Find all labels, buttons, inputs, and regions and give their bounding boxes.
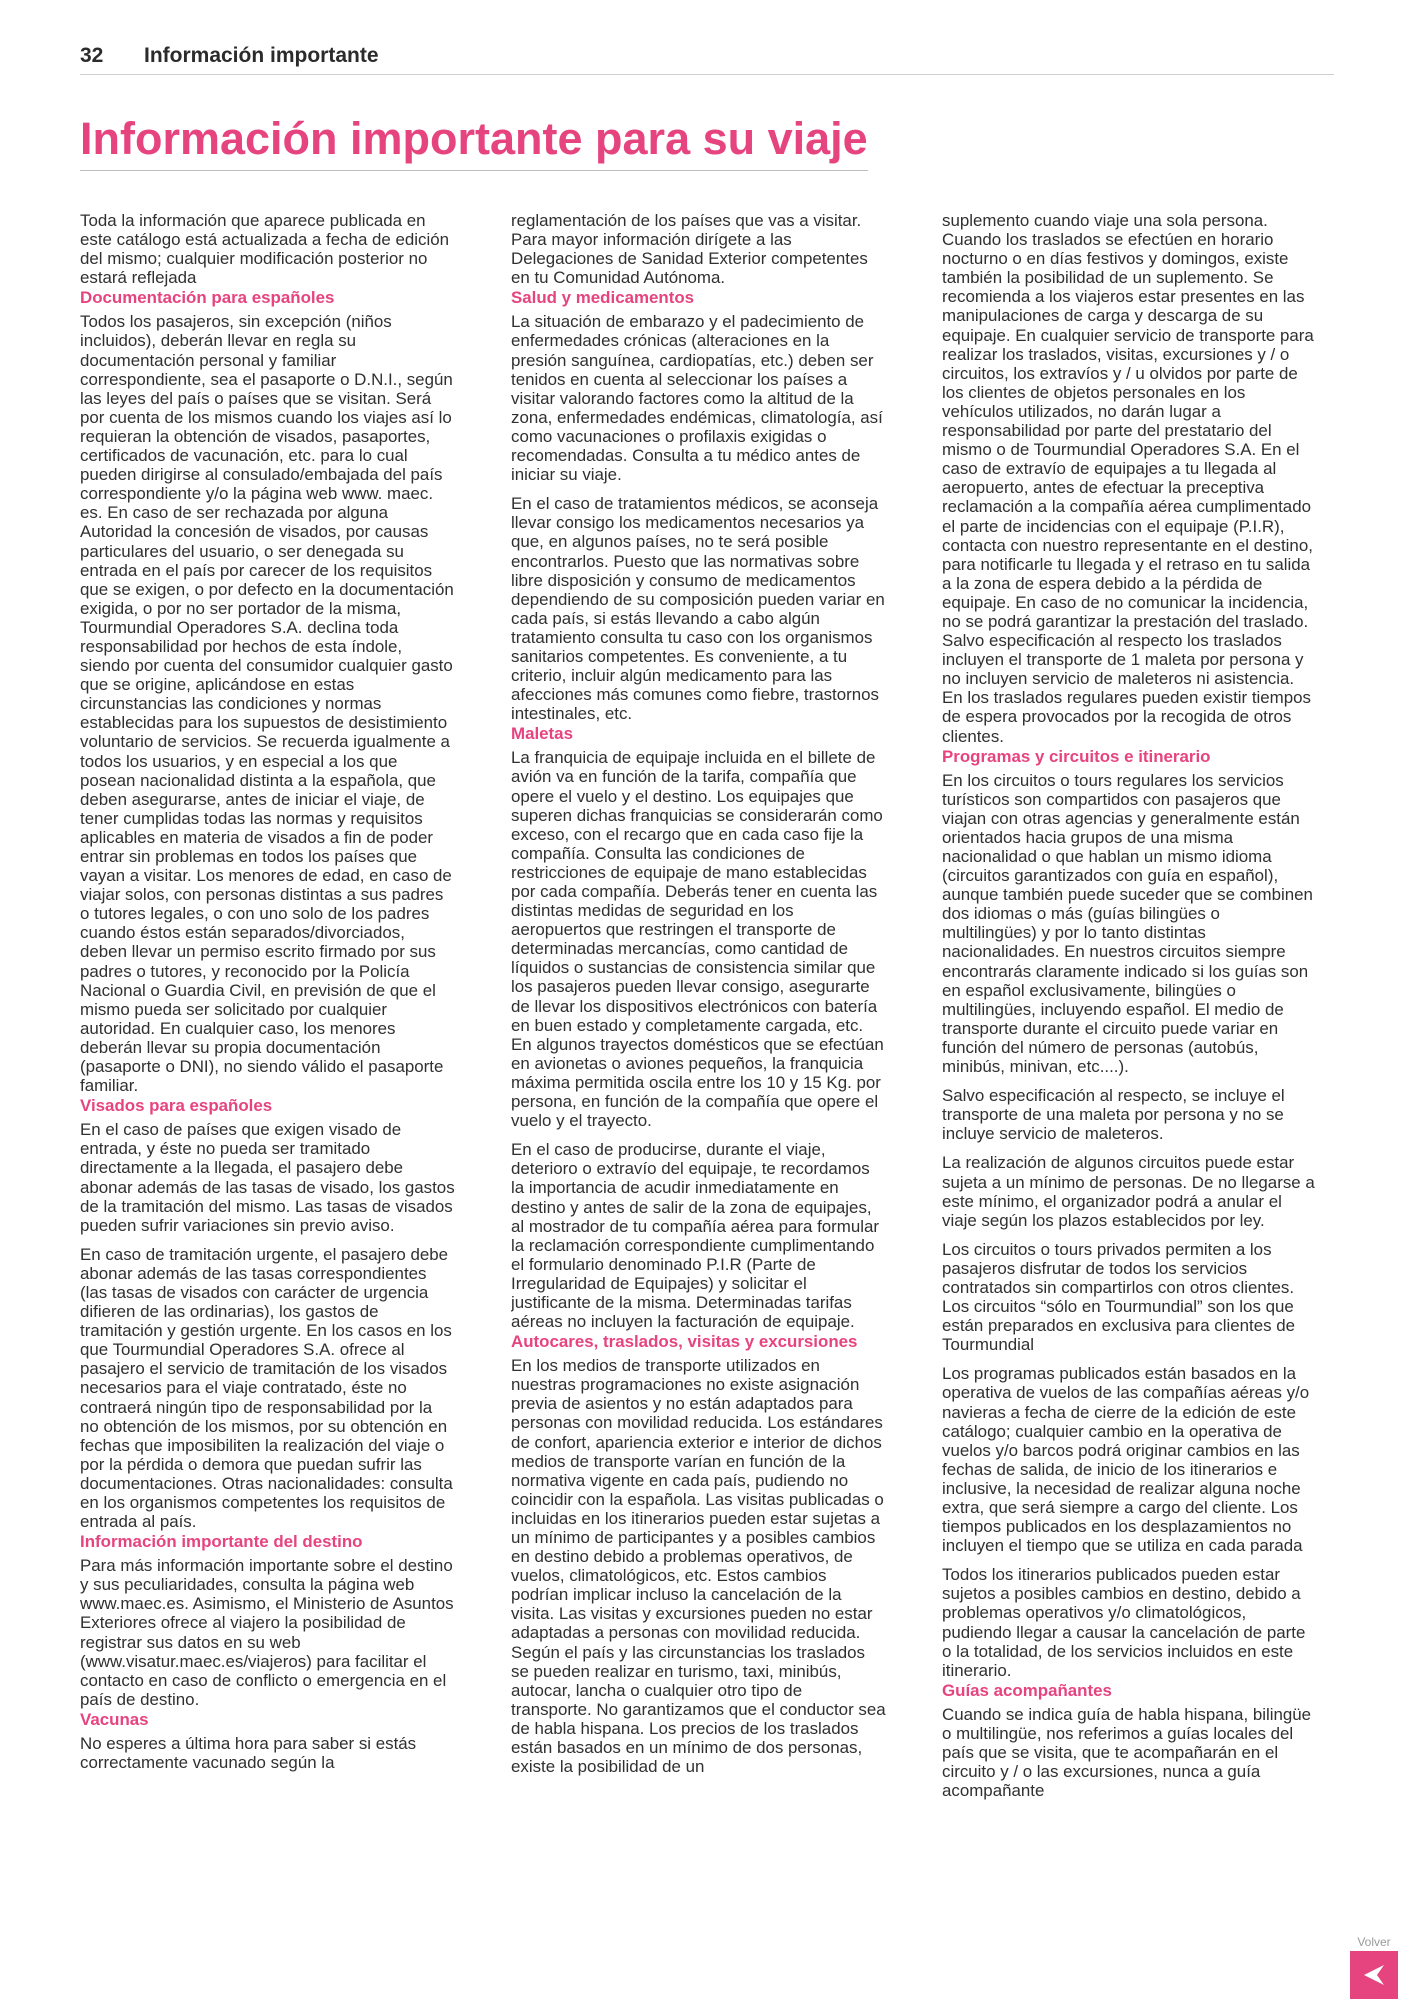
paragraph: La franquicia de equipaje incluida en el billete de avión va en función de la tarifa, compañía que opere el vuelo y el destino. Los equipajes que superen dichas franquicias se considerarán como exceso, con el recargo que en cada caso fije la compañía. Consulta las condiciones de restricciones de equipaje de mano establecidas por cada compañía. Deberás tener en cuenta las distintas medidas de seguridad en los aeropuertos que restringen el transporte de determinadas mercancías, como cantidad de líquidos o sustancias de consistencia similar que los pasajeros pueden llevar consigo, asegurarte de llevar los dispositivos electrónicos con batería en buen estado y completamente cargada, etc. En algunos trayectos domésticos que se efectúan en avionetas o aviones pequeños, la franquicia máxima permitida oscila entre los 10 y 15 Kg. por persona, en función de la compañía que opere el vuelo y el trayecto. xyxy=(511,748,884,1131)
section-heading: Información importante del destino xyxy=(80,1532,363,1552)
paragraph: En los circuitos o tours regulares los servicios turísticos son compartidos con pasajeros que viajan con otras agencias y generalmente están orientados hacia grupos de una misma nacionalidad o que hablan un mismo idioma (circuitos garantizados con guía en español), aunque también puede suceder que se combinen dos idiomas o más (guías bilingües o multilingües) y por lo tanto distintas nacionalidades. En nuestros circuitos siempre encontrarás claramente indicado si los guías son en español exclusivamente, bilingües o multilingües, incluyendo español. El medio de transporte durante el circuito puede variar en función del número de personas (autobús, minibús, minivan, etc....). xyxy=(942,770,1313,1077)
paragraph: reglamentación de los países que vas a visitar. Para mayor información dirígete a las Delegaciones de Sanidad Exterior competentes en tu Comunidad Autónoma. xyxy=(511,211,868,288)
text-column-3 xyxy=(942,211,1317,1931)
section-heading: Documentación para españoles xyxy=(80,288,335,308)
page-title: Información importante para su viaje xyxy=(80,113,868,164)
paragraph: Para más información importante sobre el destino y sus peculiaridades, consulta la página web www.maec.es. Asimismo, el Ministerio de Asuntos Exteriores ofrece al viajero la posibilidad de registrar sus datos en su web (www.visatur.maec.es/viajeros) para facilitar el contacto en caso de conflicto o emergencia en el país de destino. xyxy=(80,1556,454,1709)
volver-label: Volver xyxy=(1357,1935,1391,1949)
section-heading: Salud y medicamentos xyxy=(511,288,695,308)
volver-button[interactable] xyxy=(1350,1951,1398,1999)
page-title-container xyxy=(80,112,868,171)
arrow-left-icon xyxy=(1362,1963,1386,1987)
paragraph: Todos los pasajeros, sin excepción (niños incluidos), deberán llevar en regla su documentación personal y familiar correspondiente, sea el pasaporte o D.N.I., según las leyes del país o países que se visitan. Será por cuenta de los mismos cuando los viajes así lo requieran la obtención de visados, pasaportes, certificados de vacunación, etc. para lo cual pueden dirigirse al consulado/embajada del país correspondiente y/o la página web www. maec. es. En caso de ser rechazada por alguna Autoridad la concesión de visados, por causas particulares del usuario, o ser denegada su entrada en el país por carecer de los requisitos que se exigen, o por defecto en la documentación exigida, o por no ser portador de la misma, Tourmundial Operadores S.A. declina toda responsabilidad por hechos de esta índole, siendo por cuenta del consumidor cualquier gasto que se origine, aplicándose en estas circunstancias las condiciones y normas establecidas para los supuestos de desistimiento voluntario de servicios. Se recuerda igualmente a todos los usuarios, y en especial a los que posean nacionalidad distinta a la española, que deben asegurarse, antes de iniciar el viaje, de tener cumplidas todas las normas y requisitos aplicables en materia de visados a fin de poder entrar sin problemas en todos los países que vayan a visitar. Los menores de edad, en caso de viajar solos, con personas distintas a sus padres o tutores legales, o con uno solo de los padres cuando éstos están separados/divorciados, deben llevar un permiso escrito firmado por sus padres o tutores, y reconocido por la Policía Nacional o Guardia Civil, en previsión de que el mismo pueda ser solicitado por cualquier autoridad. En cualquier caso, los menores deberán llevar su propia documentación (pasaporte o DNI), no siendo válido el pasaporte familiar. xyxy=(80,312,454,1096)
paragraph: La realización de algunos circuitos puede estar sujeta a un mínimo de personas. De no llegarse a este mínimo, el organizador podrá a anular el viaje según los plazos establecidos por ley. xyxy=(942,1153,1315,1230)
section-heading: Programas y circuitos e itinerario xyxy=(942,746,1211,766)
paragraph: Cuando se indica guía de habla hispana, bilingüe o multilingüe, nos referimos a guías locales del país que se visita, que te acompañarán en el circuito y / o las excursiones, nunca a guía acompañante xyxy=(942,1704,1312,1801)
paragraph: En el caso de países que exigen visado de entrada, y éste no pueda ser tramitado directamente a la llegada, el pasajero debe abonar además de las tasas de visado, los gastos de la tramitación del mismo. Las tasas de visados pueden sufrir variaciones sin previo aviso. xyxy=(80,1120,455,1235)
section-heading: Autocares, traslados, visitas y excursiones xyxy=(511,1332,858,1352)
section-heading: Vacunas xyxy=(80,1709,149,1729)
volver-nav[interactable] xyxy=(1350,1935,1398,1999)
paragraph: Toda la información que aparece publicada en este catálogo está actualizada a fecha de edición del mismo; cualquier modificación posterior no estará reflejada xyxy=(80,211,450,288)
page-header xyxy=(80,44,1334,75)
paragraph: Los circuitos o tours privados permiten a los pasajeros disfrutar de todos los servicios contratados sin compartirlos con otros clientes. Los circuitos “sólo en Tourmundial” son los que están preparados en exclusiva para clientes de Tourmundial xyxy=(942,1239,1296,1355)
paragraph: Salvo especificación al respecto, se incluye el transporte de una maleta por persona y no se incluye servicio de maleteros. xyxy=(942,1086,1285,1144)
section-heading: Guías acompañantes xyxy=(942,1680,1112,1700)
paragraph: suplemento cuando viaje una sola persona. Cuando los traslados se efectúen en horario nocturno o en días festivos y domingos, existe también la posibilidad de un suplemento. Se recomienda a los viajeros estar presentes en las manipulaciones de carga y descarga de su equipaje. En cualquier servicio de transporte para realizar los traslados, visitas, excursiones y / o circuitos, los extravíos y / u olvidos por parte de los clientes de objetos personales en los vehículos utilizados, no darán lugar a responsabilidad por parte del prestatario del mismo o de Tourmundial Operadores S.A. En el caso de extravío de equipajes a tu llegada al aeropuerto, antes de efectuar la preceptiva reclamación a la compañía aérea cumplimentado el parte de incidencias con el equipaje (P.I.R), contacta con nuestro representante en el destino, para notificarle tu llegada y el retraso en tu salida a la zona de espera debido a la pérdida de equipaje. En caso de no comunicar la incidencia, no se podrá garantizar la prestación del traslado. Salvo especificación al respecto los traslados incluyen el transporte de 1 maleta por persona y no incluyen servicio de maleteros ni asistencia. En los traslados regulares pueden existir tiempos de espera provocados por la recogida de otros clientes. xyxy=(942,211,1314,746)
page-number: 32 xyxy=(80,44,104,67)
section-heading: Visados para españoles xyxy=(80,1096,273,1116)
paragraph: En el caso de producirse, durante el viaje, deterioro o extravío del equipaje, te recordamos la importancia de acudir inmediatamente en destino y antes de salir de la zona de equipajes, al mostrador de tu compañía aérea para formular la reclamación correspondiente cumplimentando el formulario denominado P.I.R (Parte de Irregularidad de Equipajes) y solicitar el justificante de la misma. Determinadas tarifas aéreas no incluyen la facturación de equipaje. xyxy=(511,1140,880,1332)
section-title: Información importante xyxy=(144,44,379,67)
paragraph: En los medios de transporte utilizados en nuestras programaciones no existe asignación previa de asientos y no están adaptados para personas con movilidad reducida. Los estándares de confort, apariencia exterior e interior de dichos medios de transporte varían en función de la normativa vigente en cada país, pudiendo no coincidir con la española. Las visitas publicadas o incluidas en los itinerarios pueden estar sujetas a un mínimo de participantes y a posibles cambios en destino debido a problemas operativos, de vuelos, climatológicos, etc. Estos cambios podrían implicar incluso la cancelación de la visita. Las visitas y excursiones pueden no estar adaptadas a personas con movilidad reducida. Según el país y las circunstancias los traslados se pueden realizar en turismo, taxi, minibús, autocar, lancha o cualquier otro tipo de transporte. No garantizamos que el conductor sea de habla hispana. Los precios de los traslados están basados en un mínimo de dos personas, existe la posibilidad de un xyxy=(511,1356,886,1777)
paragraph: Los programas publicados están basados en la operativa de vuelos de las compañías aéreas y/o navieras a fecha de cierre de la edición de este catálogo; cualquier cambio en la operativa de vuelos y/o barcos podrá originar cambios en las fechas de salida, de inicio de los itinerarios e inclusive, la necesidad de realizar alguna noche extra, que será siempre a cargo del cliente. Los tiempos publicados en los desplazamientos no incluyen el tiempo que se utiliza en cada parada xyxy=(942,1364,1310,1556)
paragraph: La situación de embarazo y el padecimiento de enfermedades crónicas (alteraciones en la presión sanguínea, cardiopatías, etc.) deben ser tenidos en cuenta al seleccionar los países a visitar valorando factores como la altitud de la zona, enfermedades endémicas, climatología, así como vacunaciones o profilaxis exigidas o recomendadas. Consulta a tu médico antes de iniciar su viaje. xyxy=(511,312,883,485)
paragraph: En el caso de tratamientos médicos, se aconseja llevar consigo los medicamentos necesarios ya que, en algunos países, no te será posible encontrarlos. Puesto que las normativas sobre libre disposición y consumo de medicamentos dependiendo de su composición pueden variar en cada país, si estás llevando a cabo algún tratamiento consulta tu caso con los organismos sanitarios competentes. Es conveniente, a tu criterio, incluir algún medicamento para las afecciones más comunes como fiebre, trastornos intestinales, etc. xyxy=(511,494,885,724)
text-column-2 xyxy=(511,211,886,1931)
section-heading: Maletas xyxy=(511,724,573,744)
paragraph: No esperes a última hora para saber si estás correctamente vacunado según la xyxy=(80,1733,417,1773)
paragraph: Todos los itinerarios publicados pueden estar sujetos a posibles cambios en destino, debido a problemas operativos y/o climatológicos, pudiendo llegar a causar la cancelación de parte o la totalidad, de los servicios incluidos en este itinerario. xyxy=(942,1565,1306,1680)
text-column-1 xyxy=(80,211,455,1931)
paragraph: En caso de tramitación urgente, el pasajero debe abonar además de las tasas correspondientes (las tasas de visados con carácter de urgencia difieren de las ordinarias), los gastos de tramitación y gestión urgente. En los casos en los que Tourmundial Operadores S.A. ofrece al pasajero el servicio de tramitación de los visados necesarios para el viaje contratado, éste no contraerá ningún tipo de responsabilidad por la no obtención de los mismos, por su obtención en fechas que imposibiliten la realización del viaje o por la pérdida o demora que puedan sufrir las documentaciones. Otras nacionalidades: consulta en los organismos competentes los requisitos de entrada al país. xyxy=(80,1244,453,1532)
